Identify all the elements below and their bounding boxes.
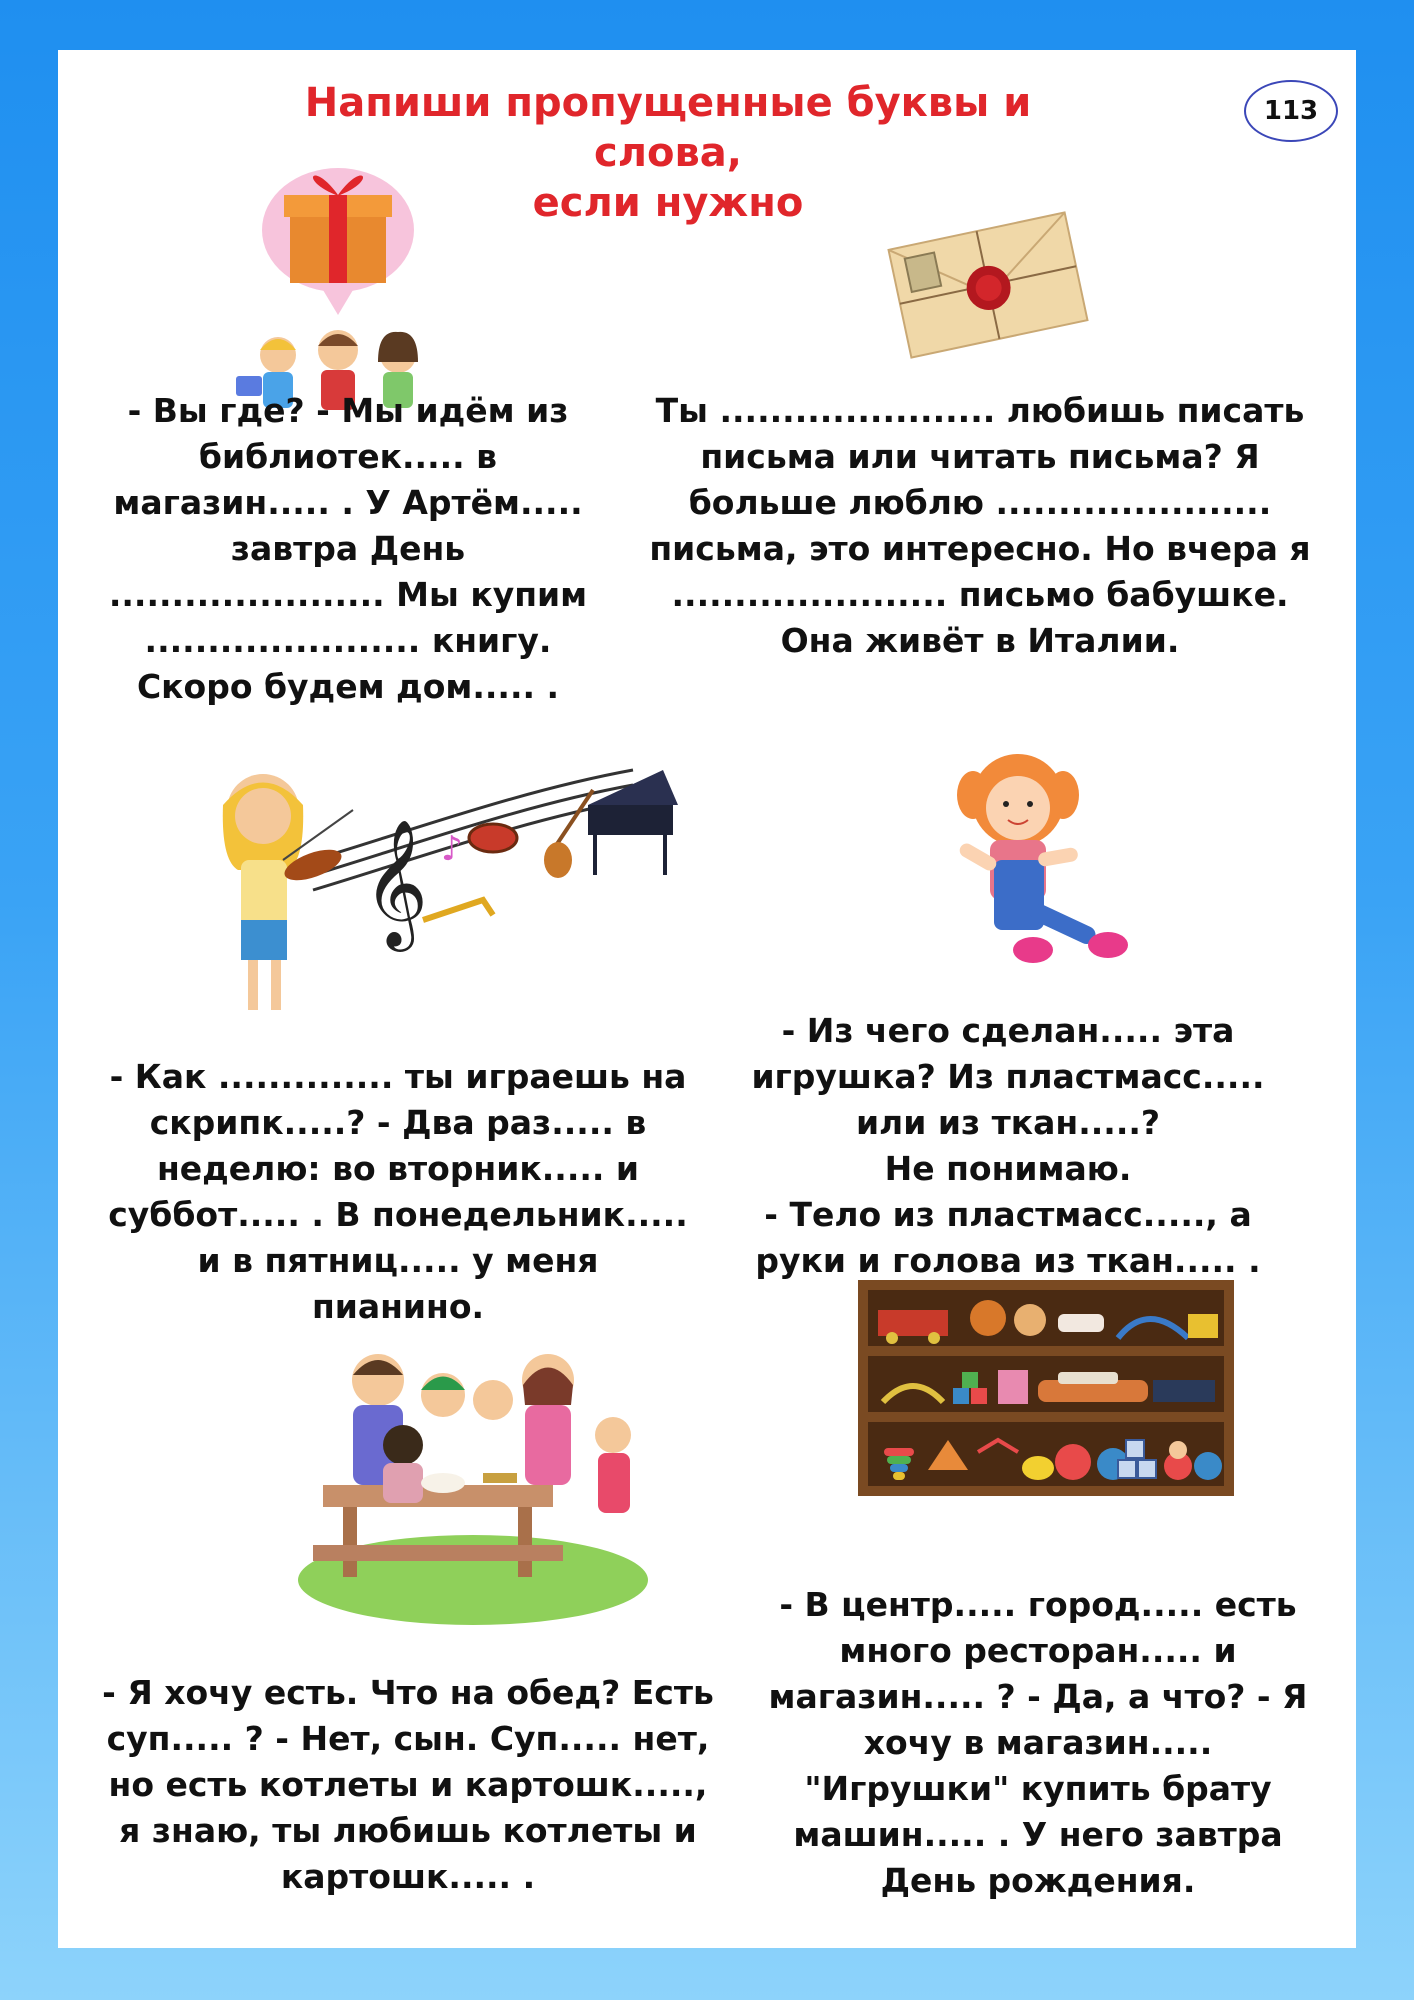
exercise-line: суббот..... . В понедельник.....: [108, 1195, 688, 1234]
exercise-line: библиотек..... в: [198, 437, 498, 476]
exercise-line: больше люблю ......................: [688, 483, 1272, 522]
exercise-line: - Я хочу есть. Что на обед? Есть: [102, 1673, 714, 1712]
worksheet-page: [58, 50, 1356, 1948]
exercise-line: но есть котлеты и картошк.....,: [108, 1765, 708, 1804]
rag-doll-icon: [938, 740, 1168, 970]
exercise-4-text: [738, 1008, 1278, 1284]
sealed-envelope-icon: [878, 200, 1098, 370]
exercise-line: "Игрушки" купить брату: [804, 1769, 1272, 1808]
exercise-line: - Вы где? - Мы идём из: [127, 391, 569, 430]
exercise-line: письма или читать письма? Я: [700, 437, 1260, 476]
exercise-line: Она живёт в Италии.: [780, 621, 1180, 660]
exercise-line: ...................... книгу.: [144, 621, 552, 660]
title-line-2: если нужно: [532, 180, 804, 226]
exercise-line: суп..... ? - Нет, сын. Суп..... нет,: [106, 1719, 710, 1758]
page-number: 113: [1244, 80, 1338, 142]
exercise-line: письма, это интересно. Но вчера я: [649, 529, 1311, 568]
exercise-line: руки и голова из ткан..... .: [755, 1241, 1261, 1280]
exercise-line: Ты ...................... любишь писать: [655, 391, 1305, 430]
exercise-line: игрушка? Из пластмасс.....: [751, 1057, 1265, 1096]
exercise-3-text: [108, 1054, 688, 1330]
exercise-line: магазин..... . У Артём.....: [113, 483, 583, 522]
exercise-line: я знаю, ты любишь котлеты и: [119, 1811, 697, 1850]
exercise-line: Не понимаю.: [884, 1149, 1132, 1188]
exercise-line: скрипк.....? - Два раз..... в: [149, 1103, 647, 1142]
exercise-line: - Из чего сделан..... эта: [781, 1011, 1235, 1050]
exercise-line: Скоро будем дом..... .: [136, 667, 560, 706]
exercise-line: магазин..... ? - Да, а что? - Я: [768, 1677, 1308, 1716]
exercise-line: - Тело из пластмасс....., а: [764, 1195, 1252, 1234]
exercise-line: неделю: во вторник..... и: [156, 1149, 640, 1188]
exercise-line: ...................... Мы купим: [108, 575, 588, 614]
family-picnic-icon: [283, 1335, 653, 1635]
exercise-line: много ресторан..... и: [839, 1631, 1237, 1670]
exercise-5-text: [88, 1670, 728, 1900]
svg-text:𝄞: 𝄞: [363, 818, 429, 946]
exercise-line: - В центр..... город..... есть: [779, 1585, 1297, 1624]
exercise-line: хочу в магазин.....: [863, 1723, 1213, 1762]
exercise-6-text: [748, 1582, 1328, 1904]
toy-shelf-icon: [858, 1280, 1234, 1496]
exercise-line: машин..... . У него завтра: [793, 1815, 1283, 1854]
girl-violin-instruments-icon: [193, 750, 713, 1050]
exercise-line: - Как .............. ты играешь на: [109, 1057, 687, 1096]
title-line-1: Напиши пропущенные буквы и слова,: [304, 80, 1032, 176]
exercise-line: картошк..... .: [280, 1857, 536, 1896]
gift-with-children-icon: [218, 150, 458, 420]
exercise-line: День рождения.: [880, 1861, 1196, 1900]
exercise-1-text: [88, 388, 608, 710]
svg-text:♪: ♪: [441, 829, 463, 869]
exercise-line: и в пятниц..... у меня пианино.: [197, 1241, 599, 1326]
exercise-line: завтра День: [230, 529, 466, 568]
exercise-line: ...................... письмо бабушке.: [671, 575, 1289, 614]
exercise-2-text: [634, 388, 1326, 664]
exercise-line: или из ткан.....?: [855, 1103, 1161, 1142]
